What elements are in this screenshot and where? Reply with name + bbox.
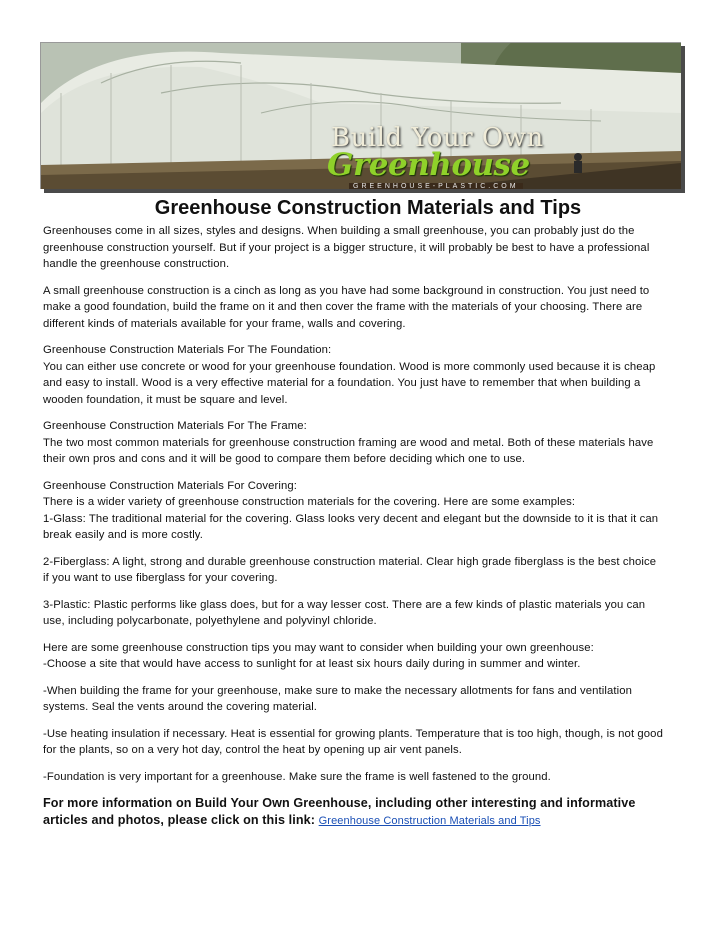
text-line: different kinds of materials available for your frame, walls and covering.	[43, 317, 406, 330]
text-line: -When building the frame for your greenhouse, make sure to make the necessary allotments for fans and ventilation	[43, 684, 633, 697]
section-heading: Greenhouse Construction Materials For The Foundation:	[43, 344, 332, 356]
paragraph-covering	[43, 478, 693, 544]
text-line: -Use heating insulation if necessary. Heat is essential for growing plants. Temperature that is too high, though, is not good	[43, 727, 663, 740]
greenhouse-article-link[interactable]: Greenhouse Construction Materials and Tips	[318, 815, 541, 827]
text-line: their own pros and cons and it will be good to compare them before deciding which one to use.	[43, 453, 526, 465]
text-line: if you want to use fiberglass for your covering.	[43, 572, 278, 584]
text-line: use, including polycarbonate, polyethylene and polyvinyl chloride.	[43, 615, 377, 627]
text-line: make a good foundation, build the frame on it and then cover the frame with the materials of your choosing. There are	[43, 301, 643, 313]
logo-text-greenhouse: Greenhouse	[327, 147, 530, 183]
text-line: The two most common materials for greenhouse construction framing are wood and metal. Both of these materials have	[43, 436, 654, 449]
text-line: 2-Fiberglass: A light, strong and durable greenhouse construction material. Clear high grade fiberglass is the best choice	[43, 555, 657, 568]
paragraph-frame	[43, 418, 693, 468]
text-line: 3-Plastic: Plastic performs like glass does, but for a way lesser cost. There are a few kinds of plastic materials you can	[43, 598, 646, 611]
logo-text-build-your-own: Build Your Own	[331, 123, 544, 153]
text-line: wooden foundation, it must be square and level.	[43, 393, 288, 406]
paragraph-foundation	[43, 342, 693, 408]
section-heading: Greenhouse Construction Materials For Covering:	[43, 479, 297, 492]
paragraph-small-construction	[43, 283, 693, 333]
text-line: systems. Seal the vents around the covering material.	[43, 701, 318, 713]
text-line: There is a wider variety of greenhouse construction materials for the covering. Here are some examples:	[43, 496, 576, 508]
text-line: greenhouse construction yourself. But if your project is a bigger structure, it will probably be best to have a professional	[43, 241, 650, 254]
more-info-footer	[43, 795, 693, 830]
text-line: For more information on Build Your Own Greenhouse, including other interesting and informative	[43, 796, 636, 810]
text-line: and easy to install. Wood is a very effective material for a foundation. You just have to remember that when building a	[43, 377, 641, 389]
text-line: for the plants, so on a very hot day, control the heat by opening up air vent panels.	[43, 744, 463, 756]
header-banner-image	[40, 42, 681, 189]
text-line: Greenhouses come in all sizes, styles and designs. When building a small greenhouse, you can probably just do the	[43, 225, 635, 237]
page-title: Greenhouse Construction Materials and Tips	[154, 197, 582, 219]
text-line: break easily and is more costly.	[43, 529, 203, 541]
paragraph-tip-foundation	[43, 769, 693, 786]
text-line: handle the greenhouse construction.	[43, 258, 230, 270]
text-line: -Choose a site that would have access to sunlight for at least six hours daily during in summer and winter.	[43, 658, 581, 670]
section-heading: Greenhouse Construction Materials For The Frame:	[43, 420, 307, 432]
text-line: 1-Glass: The traditional material for the covering. Glass looks very decent and elegant but the downside to it is that it can	[43, 512, 659, 525]
text-line: A small greenhouse construction is a cinch as long as you have had some background in construction. You just need to	[43, 284, 650, 297]
build-your-own-greenhouse-logo	[289, 123, 544, 189]
paragraph-tips	[43, 640, 693, 673]
article-body	[43, 196, 693, 840]
logo-text-url: GREENHOUSE-PLASTIC.COM	[349, 183, 523, 189]
paragraph-fiberglass	[43, 554, 693, 587]
paragraph-tip-heating	[43, 726, 693, 759]
paragraph-plastic	[43, 597, 693, 630]
paragraph-tip-ventilation	[43, 683, 693, 716]
text-line: Here are some greenhouse construction tips you may want to consider when building your own greenhouse:	[43, 641, 594, 654]
text-line: -Foundation is very important for a greenhouse. Make sure the frame is well fastened to the ground.	[43, 770, 551, 783]
text-line: You can either use concrete or wood for your greenhouse foundation. Wood is more commonly used because it is cheap	[43, 360, 656, 373]
paragraph-intro	[43, 223, 693, 273]
text-line: articles and photos, please click on this link:	[43, 813, 316, 827]
